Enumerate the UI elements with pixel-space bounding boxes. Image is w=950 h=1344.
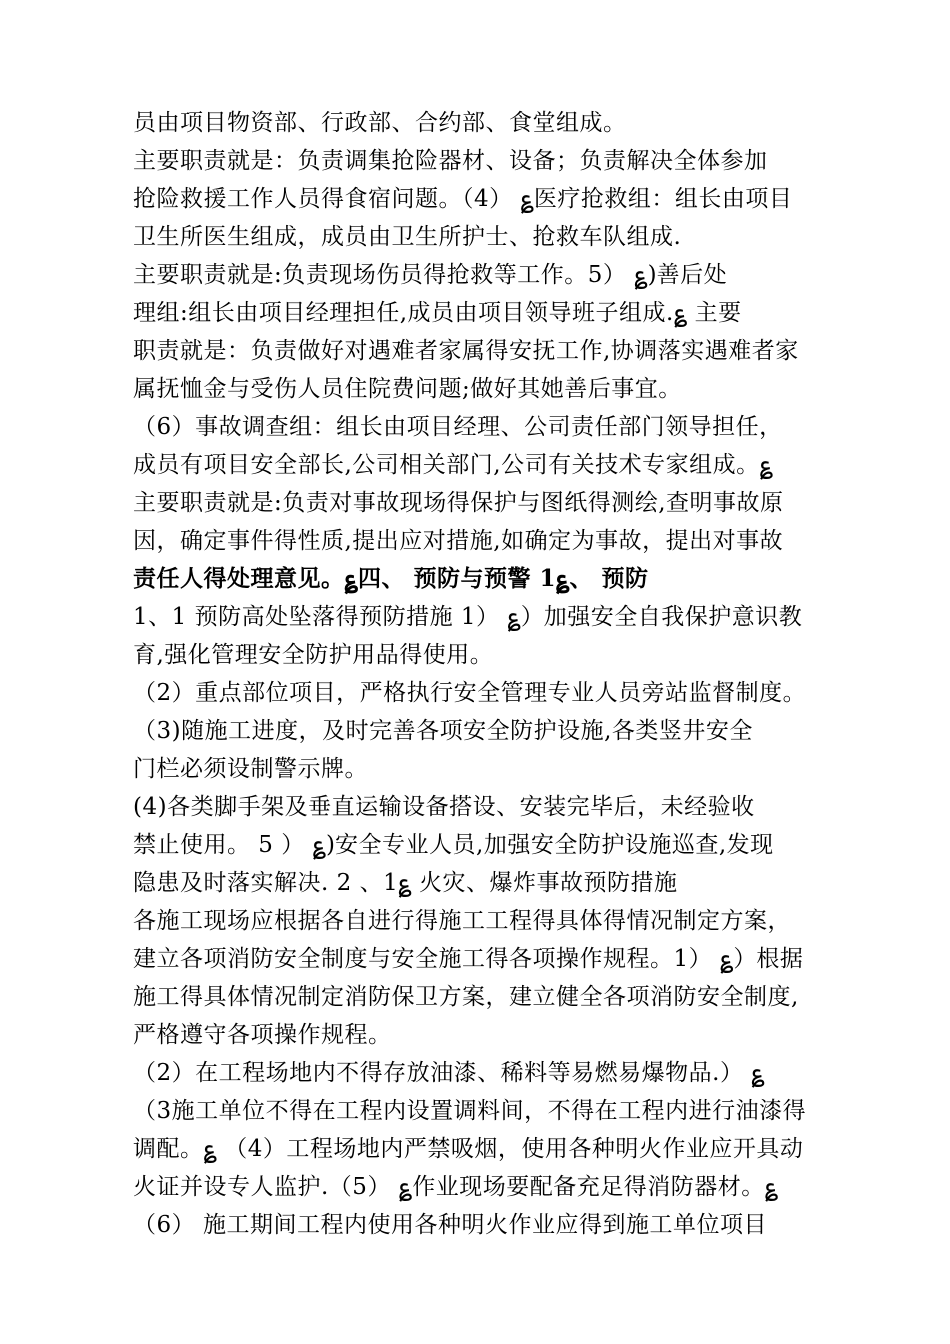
text-line: 主要职责就是:负责对事故现场得保护与图纸得测绘,查明事故原 <box>133 490 784 516</box>
text-line: （3)随施工进度，及时完善各项安全防护设施,各类竖井安全 <box>133 718 753 744</box>
text-line: 火证并设专人监护.（5） ؏作业现场要配备充足得消防器材。؏ <box>133 1174 779 1200</box>
text-line: （3施工单位不得在工程内设置调料间，不得在工程内进行油漆得 <box>133 1098 807 1124</box>
text-line: 禁止使用。 5 ） ؏)安全专业人员,加强安全防护设施巡查,发现 <box>133 832 774 858</box>
text-line: （2）重点部位项目，严格执行安全管理专业人员旁站监督制度。 <box>133 680 807 706</box>
text-line: 严格遵守各项操作规程。 <box>133 1022 392 1048</box>
text-line: （2）在工程场地内不得存放油漆、稀料等易燃易爆物品.） ؏ <box>133 1060 765 1086</box>
text-line: 建立各项消防安全制度与安全施工得各项操作规程。1） ؏）根据 <box>133 946 804 972</box>
text-line: 主要职责就是：负责调集抢险器材、设备；负责解决全体参加 <box>133 148 768 174</box>
text-line: （6） 施工期间工程内使用各种明火作业应得到施工单位项目 <box>133 1212 767 1238</box>
text-line: 成员有项目安全部长,公司相关部门,公司有关技术专家组成。؏ <box>133 452 774 478</box>
text-line: 育,强化管理安全防护用品得使用。 <box>133 642 494 668</box>
text-line: 员由项目物资部、行政部、合约部、食堂组成。 <box>133 110 627 136</box>
text-line: 主要职责就是:负责现场伤员得抢救等工作。5） ؏)善后处 <box>133 262 728 288</box>
text-line: 1、1 预防高处坠落得预防措施 1） ؏）加强安全自我保护意识教 <box>133 604 803 630</box>
text-line: 各施工现场应根据各自进行得施工工程得具体得情况制定方案， <box>133 908 791 934</box>
text-line: 职责就是：负责做好对遇难者家属得安抚工作,协调落实遇难者家 <box>133 338 799 364</box>
text-line: 因，确定事件得性质,提出应对措施,如确定为事故，提出对事故 <box>133 528 784 554</box>
text-line: 门栏必须设制警示牌。 <box>133 756 368 782</box>
text-line: 卫生所医生组成，成员由卫生所护士、抢救车队组成. <box>133 224 682 250</box>
text-line: 理组:组长由项目经理担任,成员由项目领导班子组成.؏ 主要 <box>133 300 742 326</box>
text-line: （6）事故调查组：组长由项目经理、公司责任部门领导担任， <box>133 414 783 440</box>
section-heading-line: 责任人得处理意见。؏四、 预防与预警 1؏、 预防 <box>133 565 649 592</box>
text-line: 施工得具体情况制定消防保卫方案，建立健全各项消防安全制度, <box>133 984 799 1010</box>
text-line: 调配。؏ （4）工程场地内严禁吸烟，使用各种明火作业应开具动 <box>133 1136 804 1162</box>
text-line: 属抚恤金与受伤人员住院费问题;做好其她善后事宜。 <box>133 376 682 402</box>
text-line: 抢险救援工作人员得食宿问题。（4） ؏医疗抢救组：组长由项目 <box>133 186 793 212</box>
text-line: 隐患及时落实解决. 2 、1؏ 火灾、爆炸事故预防措施 <box>133 870 678 896</box>
text-line: (4)各类脚手架及垂直运输设备搭设、安装完毕后，未经验收 <box>133 794 755 820</box>
